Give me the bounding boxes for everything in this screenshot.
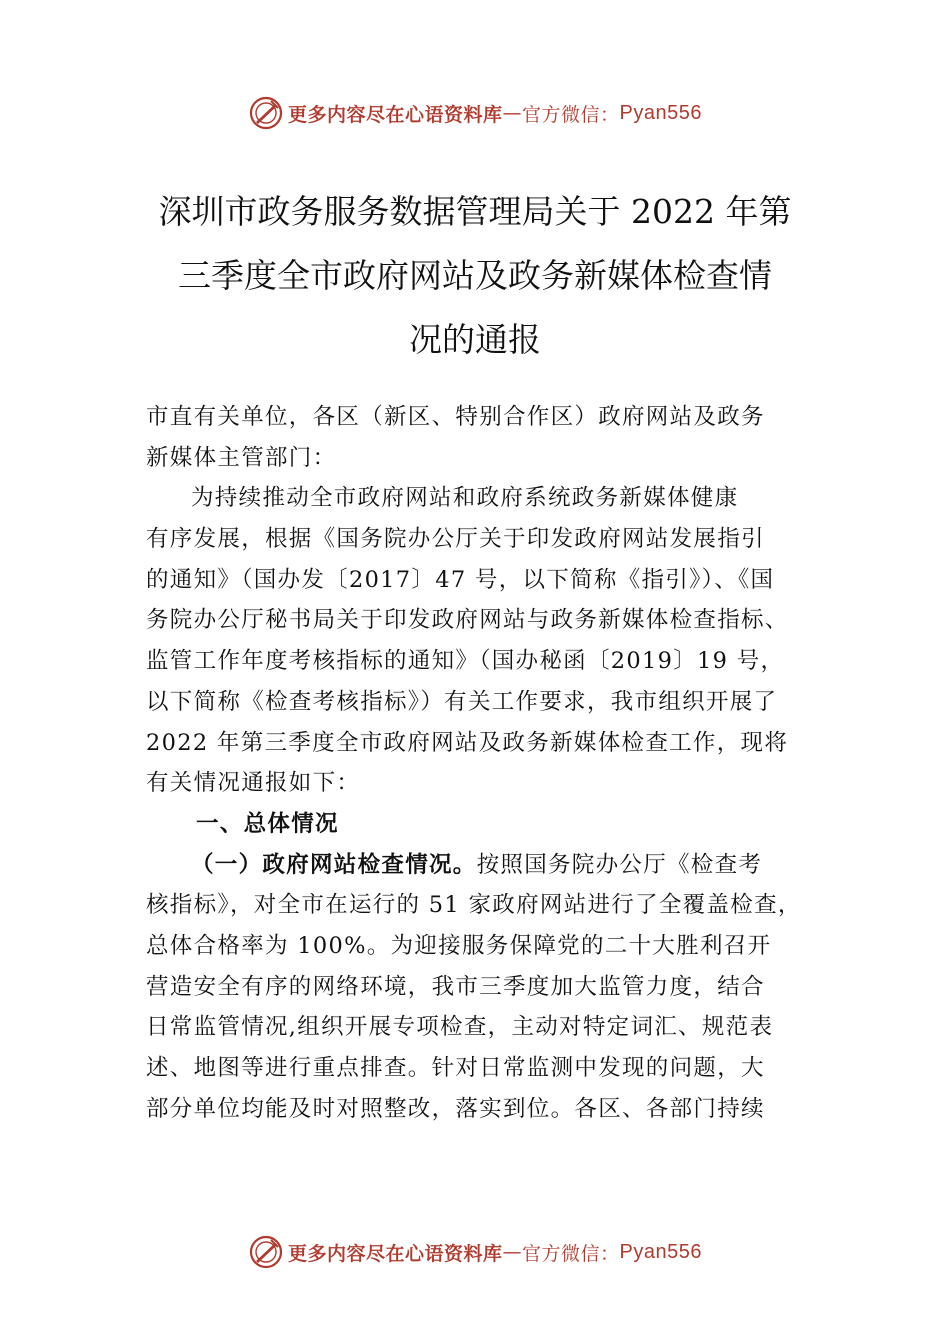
intro-paragraph-line: 监管工作年度考核指标的通知》（国办秘函〔2019〕19 号， (146, 648, 785, 675)
subsection-paragraph-line: 营造安全有序的网络环境，我市三季度加大监管力度，结合 (146, 973, 765, 1000)
watermark-label: 官方微信： (522, 103, 620, 126)
salutation-line: 市直有关单位，各区（新区、特别合作区）政府网站及政务 (146, 404, 765, 430)
salutation-line: 新媒体主管部门： (146, 444, 337, 471)
watermark-main-text: 更多内容尽在心语资料库 (288, 1242, 503, 1265)
watermark-logo-icon (248, 1234, 284, 1270)
document-body (146, 397, 808, 1129)
subsection-paragraph-line (146, 845, 808, 886)
intro-paragraph-line: 2022 年第三季度全市政府网站及政务新媒体检查工作，现将 (146, 729, 789, 756)
title-line: 况的通报 (409, 320, 541, 359)
intro-paragraph-line: 以下简称《检查考核指标》）有关工作要求，我市组织开展了 (146, 688, 778, 715)
intro-paragraph-line: 有关情况通报如下： (146, 770, 361, 797)
document-title (130, 180, 820, 372)
subsection-heading: （一）政府网站检查情况。 (191, 851, 477, 878)
subsection-paragraph-line: 核指标》，对全市在运行的 51 家政府网站进行了全覆盖检查， (146, 892, 802, 919)
subsection-paragraph-line: 总体合格率为 100%。为迎接服务保障党的二十大胜利召开 (146, 932, 772, 959)
section-heading: 一、总体情况 (196, 810, 339, 837)
intro-paragraph-line: 有序发展，根据《国务院办公厅关于印发政府网站发展指引 (146, 526, 765, 553)
watermark-wechat-id: Pyan556 (619, 101, 702, 124)
watermark-dash: — (502, 102, 523, 124)
watermark-footer (0, 1232, 950, 1272)
intro-paragraph-line: 为持续推动全市政府网站和政府系统政务新媒体健康 (191, 485, 739, 512)
watermark-logo-icon (248, 95, 284, 131)
subsection-paragraph-line: 述、地图等进行重点排查。针对日常监测中发现的问题，大 (146, 1055, 765, 1081)
watermark-wechat-id: Pyan556 (619, 1240, 702, 1263)
watermark-main-text: 更多内容尽在心语资料库 (288, 103, 503, 126)
subsection-text: 按照国务院办公厅《检查考 (476, 851, 763, 878)
watermark-label: 官方微信： (522, 1242, 620, 1265)
title-line: 三季度全市政府网站及政务新媒体检查情 (178, 256, 772, 295)
intro-paragraph-line: 务院办公厅秘书局关于印发政府网站与政务新媒体检查指标、 (146, 607, 789, 634)
subsection-paragraph-line: 日常监管情况,组织开展专项检查，主动对特定词汇、规范表 (146, 1014, 774, 1041)
subsection-paragraph-line: 部分单位均能及时对照整改，落实到位。各区、各部门持续 (146, 1095, 765, 1122)
watermark-header (0, 93, 950, 133)
watermark-dash: — (502, 1241, 523, 1263)
intro-paragraph-line: 的通知》（国办发〔2017〕47 号，以下简称《指引》）、《国 (146, 566, 775, 593)
title-line: 深圳市政务服务数据管理局关于 2022 年第 (158, 192, 792, 231)
